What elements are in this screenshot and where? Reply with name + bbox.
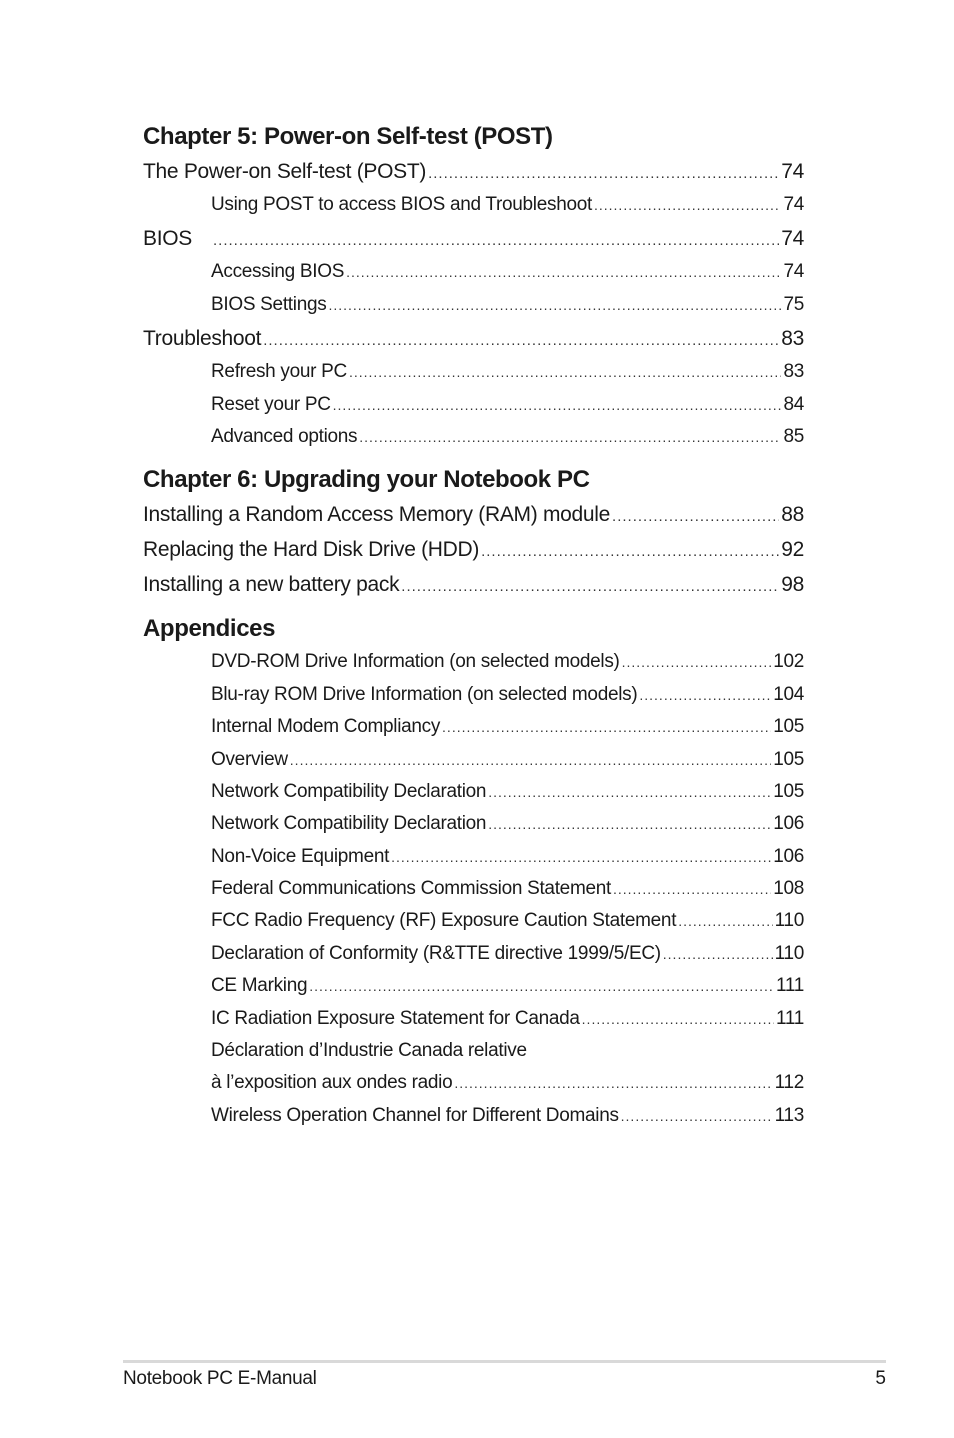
toc-entry[interactable] bbox=[211, 289, 804, 321]
dot-leader bbox=[328, 289, 781, 321]
toc-entry[interactable] bbox=[211, 808, 804, 840]
dot-leader bbox=[639, 679, 771, 711]
toc-entry[interactable] bbox=[211, 841, 804, 873]
toc-entry[interactable] bbox=[143, 321, 804, 356]
toc-entry[interactable] bbox=[211, 1100, 804, 1132]
dot-leader bbox=[454, 1067, 772, 1099]
section-gap bbox=[143, 453, 804, 463]
toc-entry-page-number: 85 bbox=[783, 425, 804, 447]
toc-entry-label: Network Compatibility Declaration bbox=[211, 780, 487, 802]
toc-entry[interactable] bbox=[211, 646, 804, 678]
chapter-heading: Chapter 6: Upgrading your Notebook PC bbox=[143, 466, 590, 494]
toc-entry[interactable] bbox=[211, 389, 804, 421]
dot-leader bbox=[263, 321, 779, 356]
toc-entry-label: BIOS bbox=[143, 227, 192, 251]
dot-leader bbox=[401, 567, 779, 602]
dot-leader bbox=[622, 646, 772, 678]
dot-leader bbox=[612, 497, 779, 532]
toc-entry[interactable] bbox=[143, 497, 804, 532]
toc-entry-page-number: 105 bbox=[773, 780, 804, 802]
toc-entry[interactable] bbox=[211, 938, 804, 970]
toc-entry-page-number: 105 bbox=[773, 716, 804, 738]
toc-entry-page-number: 110 bbox=[774, 942, 804, 964]
toc-entry-label: FCC Radio Frequency (RF) Exposure Caution Statement bbox=[211, 910, 677, 932]
toc-entry[interactable] bbox=[211, 970, 804, 1002]
chapter-heading: Appendices bbox=[143, 615, 276, 643]
toc-entry-label: Replacing the Hard Disk Drive (HDD) bbox=[143, 538, 480, 562]
toc-entry-label: IC Radiation Exposure Statement for Canada bbox=[211, 1007, 580, 1029]
dot-leader bbox=[488, 808, 771, 840]
toc-entry[interactable] bbox=[143, 221, 804, 256]
toc-entry-label: DVD-ROM Drive Information (on selected models) bbox=[211, 651, 620, 673]
toc-entry-page-number: 74 bbox=[781, 227, 804, 251]
toc-entry-page-number: 92 bbox=[781, 538, 804, 562]
toc-entry-page-number: 111 bbox=[776, 975, 804, 997]
toc-entry[interactable] bbox=[211, 256, 804, 288]
dot-leader bbox=[481, 532, 779, 567]
toc-entry-label: Overview bbox=[211, 748, 288, 770]
toc-entry-page-number: 106 bbox=[773, 845, 804, 867]
dot-leader bbox=[621, 1100, 773, 1132]
toc-entry[interactable] bbox=[211, 421, 804, 453]
footer-title: Notebook PC E-Manual bbox=[123, 1368, 317, 1389]
toc-entry-label: Non-Voice Equipment bbox=[211, 845, 390, 867]
section-gap bbox=[143, 602, 804, 612]
toc-entry-page-number: 83 bbox=[783, 361, 804, 383]
toc-entry[interactable] bbox=[211, 776, 804, 808]
toc-entry[interactable] bbox=[211, 711, 804, 743]
toc-entry-label: BIOS Settings bbox=[211, 293, 327, 315]
dot-leader bbox=[428, 154, 779, 189]
toc-entry-label: Wireless Operation Channel for Different Domains bbox=[211, 1104, 619, 1126]
toc-entry-label: Federal Communications Commission Statement bbox=[211, 878, 611, 900]
toc-entry-label: Troubleshoot bbox=[143, 327, 262, 351]
toc-entry-label: à l’exposition aux ondes radio bbox=[211, 1072, 453, 1094]
toc-entry-page-number: 83 bbox=[781, 327, 804, 351]
toc-entry-page-number: 112 bbox=[774, 1072, 804, 1094]
dot-leader bbox=[333, 389, 782, 421]
footer-rule bbox=[123, 1360, 886, 1363]
dot-leader bbox=[678, 905, 772, 937]
toc-entry[interactable] bbox=[211, 873, 804, 905]
toc-entry-page-number: 106 bbox=[773, 813, 804, 835]
toc-entry-label: Declaration of Conformity (R&TTE directive 1999/5/EC) bbox=[211, 942, 661, 964]
dot-leader bbox=[309, 970, 774, 1002]
toc-entry[interactable] bbox=[143, 532, 804, 567]
dot-leader bbox=[594, 189, 781, 221]
toc-entry-page-number: 104 bbox=[773, 683, 804, 705]
dot-leader bbox=[290, 744, 771, 776]
toc-entry-label: Accessing BIOS bbox=[211, 261, 345, 283]
dot-leader bbox=[346, 256, 781, 288]
toc-entry-page-number: 74 bbox=[783, 194, 804, 215]
toc-entry-page-number: 75 bbox=[783, 293, 804, 315]
table-of-contents bbox=[143, 120, 804, 1132]
toc-entry-page-number: 74 bbox=[783, 261, 804, 283]
toc-entry[interactable] bbox=[143, 154, 804, 189]
toc-entry[interactable] bbox=[211, 356, 804, 388]
dot-leader bbox=[582, 1003, 774, 1035]
toc-entry-page-number: 74 bbox=[781, 160, 804, 183]
dot-leader bbox=[359, 421, 781, 453]
toc-entry-page-number: 111 bbox=[776, 1007, 804, 1029]
toc-entry[interactable] bbox=[211, 189, 804, 221]
toc-entry-label: Installing a Random Access Memory (RAM) module bbox=[143, 503, 611, 527]
toc-entry-page-number: 88 bbox=[781, 503, 804, 527]
toc-entry-label: Blu-ray ROM Drive Information (on selected models) bbox=[211, 683, 638, 705]
chapter-heading: Chapter 5: Power-on Self-test (POST) bbox=[143, 123, 553, 150]
toc-entry[interactable] bbox=[211, 744, 804, 776]
toc-entry[interactable] bbox=[143, 567, 804, 602]
toc-entry-label: Internal Modem Compliancy bbox=[211, 716, 441, 738]
dot-leader bbox=[663, 938, 773, 970]
toc-entry-page-number: 98 bbox=[781, 573, 804, 597]
toc-entry-label: Network Compatibility Declaration bbox=[211, 813, 487, 835]
toc-entry-label: Reset your PC bbox=[211, 393, 331, 415]
toc-entry-label: Refresh your PC bbox=[211, 361, 347, 383]
toc-entry-label: Installing a new battery pack bbox=[143, 573, 400, 597]
toc-entry-page-number: 105 bbox=[773, 748, 804, 770]
toc-entry[interactable] bbox=[211, 905, 804, 937]
toc-entry-label: CE Marking bbox=[211, 975, 308, 997]
dot-leader bbox=[613, 873, 771, 905]
toc-entry-label: Advanced options bbox=[211, 425, 358, 447]
toc-entry-page-number: 102 bbox=[773, 651, 804, 673]
toc-entry-label-line: Déclaration d’Industrie Canada relative bbox=[211, 1040, 527, 1062]
dot-leader bbox=[391, 841, 771, 873]
dot-leader bbox=[213, 221, 779, 256]
dot-leader bbox=[349, 356, 782, 388]
toc-entry-page-number: 84 bbox=[783, 393, 804, 415]
toc-entry-page-number: 113 bbox=[774, 1104, 804, 1126]
footer-page-number: 5 bbox=[875, 1368, 886, 1389]
toc-entry-label: Using POST to access BIOS and Troubleshoot bbox=[211, 194, 592, 215]
toc-entry[interactable] bbox=[211, 1067, 804, 1099]
toc-entry-page-number: 110 bbox=[774, 910, 804, 932]
dot-leader bbox=[442, 711, 771, 743]
toc-entry[interactable] bbox=[211, 679, 804, 711]
toc-entry[interactable] bbox=[211, 1003, 804, 1035]
toc-entry-page-number: 108 bbox=[773, 878, 804, 900]
toc-entry-label: The Power-on Self-test (POST) bbox=[143, 160, 427, 183]
dot-leader bbox=[488, 776, 771, 808]
